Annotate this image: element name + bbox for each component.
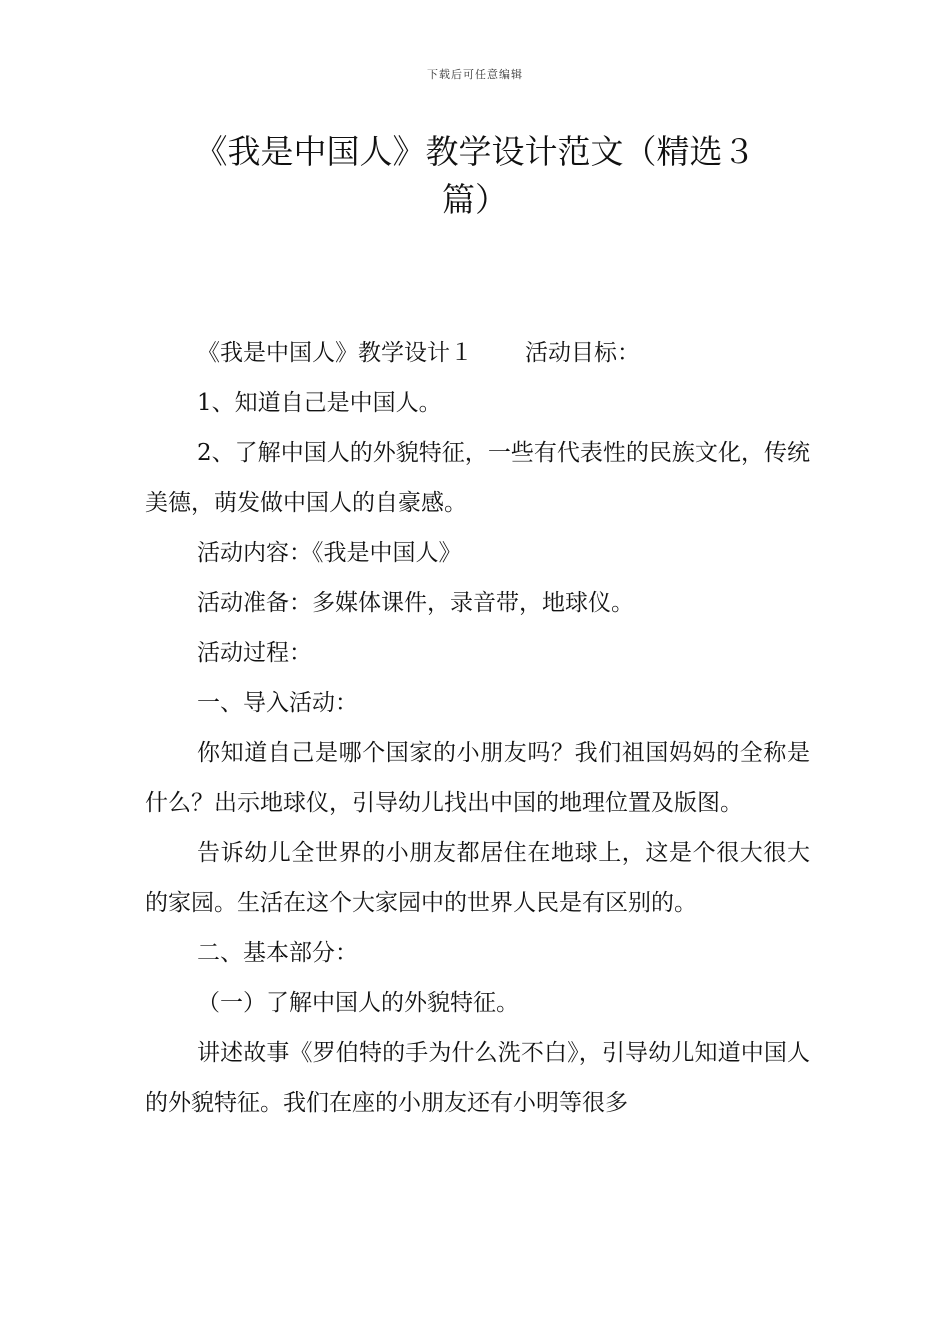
paragraph-content: 活动内容：《我是中国人》 — [197, 540, 462, 566]
paragraph-subheading-1: （一）了解中国人的外貌特征。 — [197, 990, 519, 1016]
section-heading: 《我是中国人》教学设计１ — [197, 340, 473, 366]
document-title-line-2: 篇） — [442, 180, 508, 219]
section-heading-line — [145, 328, 810, 378]
paragraph-intro-question: 你知道自己是哪个国家的小朋友吗？我们祖国妈妈的全称是什么？出示地球仪，引导幼儿找出中国的地理位置及版图。 — [145, 740, 810, 816]
paragraph-goal-1: 1、知道自己是中国人。 — [197, 390, 442, 416]
header-note: 下载后可任意编辑 — [427, 68, 523, 81]
goals-label: 活动目标： — [525, 340, 640, 366]
paragraph-story: 讲述故事《罗伯特的手为什么洗不白》，引导幼儿知道中国人的外貌特征。我们在座的小朋友还有小明等很多 — [145, 1040, 810, 1116]
document-title — [175, 128, 775, 224]
paragraph-intro-heading: 一、导入活动： — [197, 690, 358, 716]
document-body — [145, 328, 810, 1128]
paragraph-process: 活动过程： — [197, 640, 312, 666]
paragraph-preparation: 活动准备：多媒体课件，录音带，地球仪。 — [197, 590, 634, 616]
document-title-line-1: 《我是中国人》教学设计范文（精选３ — [194, 132, 756, 171]
paragraph-goal-2: 2、了解中国人的外貌特征，一些有代表性的民族文化，传统美德，萌发做中国人的自豪感。 — [145, 440, 810, 516]
paragraph-basic-heading: 二、基本部分： — [197, 940, 358, 966]
paragraph-intro-globe: 告诉幼儿全世界的小朋友都居住在地球上，这是个很大很大的家园。生活在这个大家园中的世界人民是有区别的。 — [145, 840, 810, 916]
